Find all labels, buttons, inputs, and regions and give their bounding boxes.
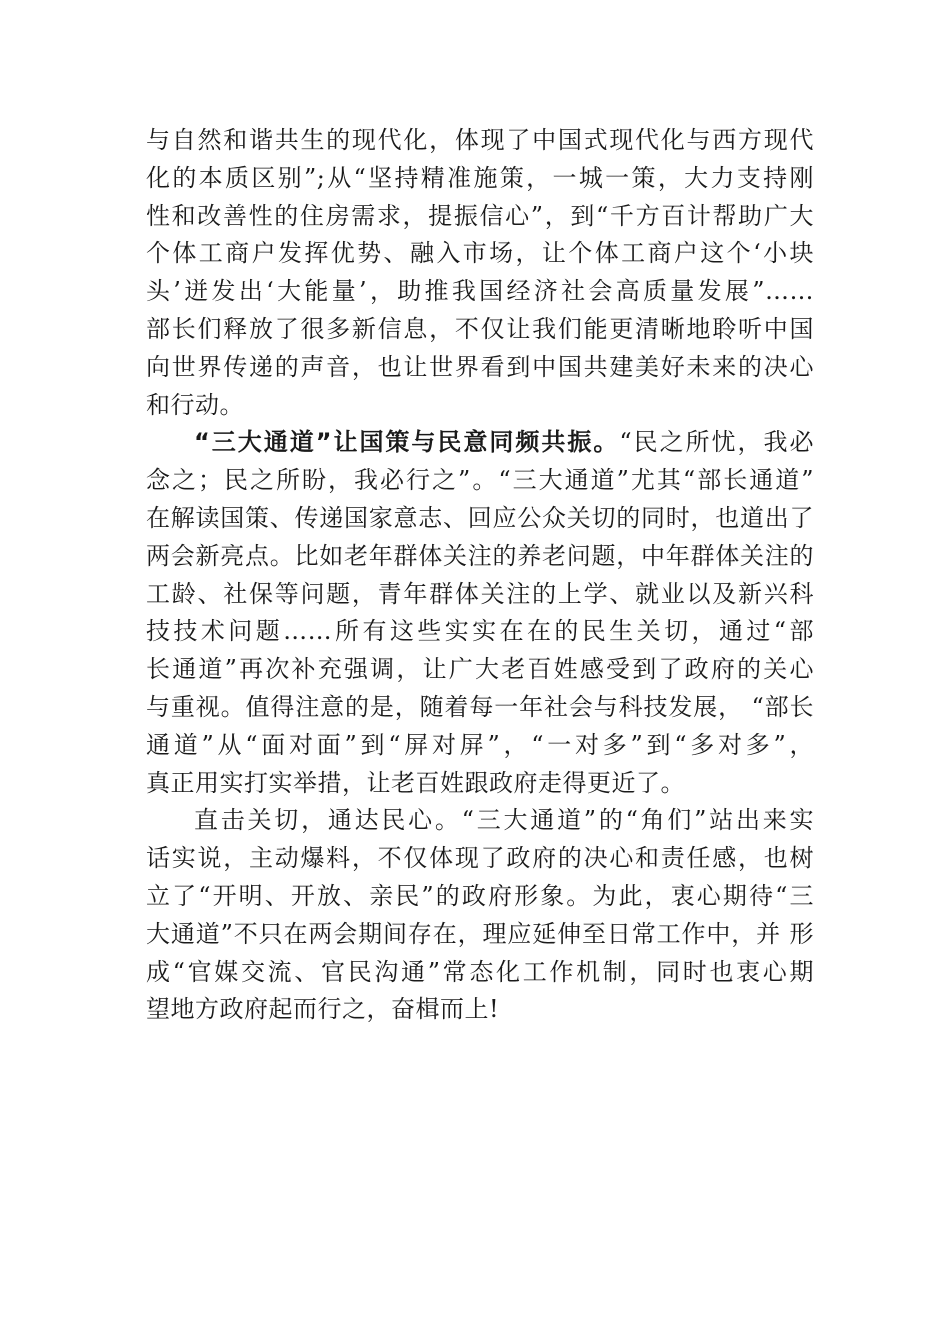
paragraph-line: 长通道”再次补充强调，让广大老百姓感受到了政府的关心 [146, 655, 814, 684]
paragraph-line: 望地方政府起而行之，奋楫而上! [146, 995, 500, 1024]
paragraph-line: 与自然和谐共生的现代化，体现了中国式现代化与西方现代 [146, 126, 814, 154]
paragraph-line: 在解读国策、传递国家意志、回应公众关切的同时，也道出了 [146, 503, 814, 532]
paragraph-line: 立了“开明、开放、亲民”的政府形象。为此，衷心期待“三 [146, 881, 814, 910]
paragraph-line: 通道”从“面对面”到“屏对屏”，“一对多”到“多对多”， [146, 730, 814, 759]
paragraph-1 [146, 122, 814, 424]
paragraph-line: 工龄、社保等问题，青年群体关注的上学、就业以及新兴科 [146, 579, 814, 608]
paragraph-3 [146, 802, 814, 1029]
paragraph-2 [146, 424, 814, 802]
paragraph-line: 两会新亮点。比如老年群体关注的养老问题，中年群体关注的 [146, 541, 814, 570]
paragraph-line: 技技术问题……所有这些实实在在的民生关切，通过“部 [146, 617, 814, 646]
paragraph-line: 和行动。 [146, 390, 244, 419]
paragraph-line: 性和改善性的住房需求，提振信心”，到“千方百计帮助广大 [146, 201, 814, 230]
document-body [146, 122, 814, 1029]
paragraph-first-line [146, 424, 814, 462]
paragraph-first-line-rest: “民之所忧，我必 [619, 428, 815, 457]
paragraph-line: 头’迸发出‘大能量’，助推我国经济社会高质量发展”…… [146, 277, 814, 306]
paragraph-line: 向世界传递的声音，也让世界看到中国共建美好未来的决心 [146, 352, 814, 381]
paragraph-line: 与重视。值得注意的是，随着每一年社会与科技发展， “部长 [146, 692, 814, 721]
paragraph-line: 大通道”不只在两会期间存在，理应延伸至日常工作中，并 形 [146, 919, 814, 948]
paragraph-line: 个体工商户发挥优势、融入市场，让个体工商户这个‘小块 [146, 239, 814, 268]
paragraph-line: 部长们释放了很多新信息，不仅让我们能更清晰地聆听中国 [146, 314, 814, 343]
paragraph-first-line: 直击关切，通达民心。“三大通道”的“角们”站出来实 [194, 806, 814, 835]
paragraph-line: 成“官媒交流、官民沟通”常态化工作机制，同时也衷心期 [146, 957, 814, 986]
paragraph-line: 话实说，主动爆料，不仅体现了政府的决心和责任感，也树 [146, 844, 814, 873]
paragraph-line: 化的本质区别”;从“坚持精准施策，一城一策，大力支持刚 [146, 163, 814, 192]
paragraph-line: 念之；民之所盼，我必行之”。“三大通道”尤其“部长通道” [146, 466, 814, 495]
paragraph-lead-heading: “三大通道”让国策与民意同频共振。 [194, 428, 620, 457]
paragraph-line: 真正用实打实举措，让老百姓跟政府走得更近了。 [146, 768, 685, 797]
